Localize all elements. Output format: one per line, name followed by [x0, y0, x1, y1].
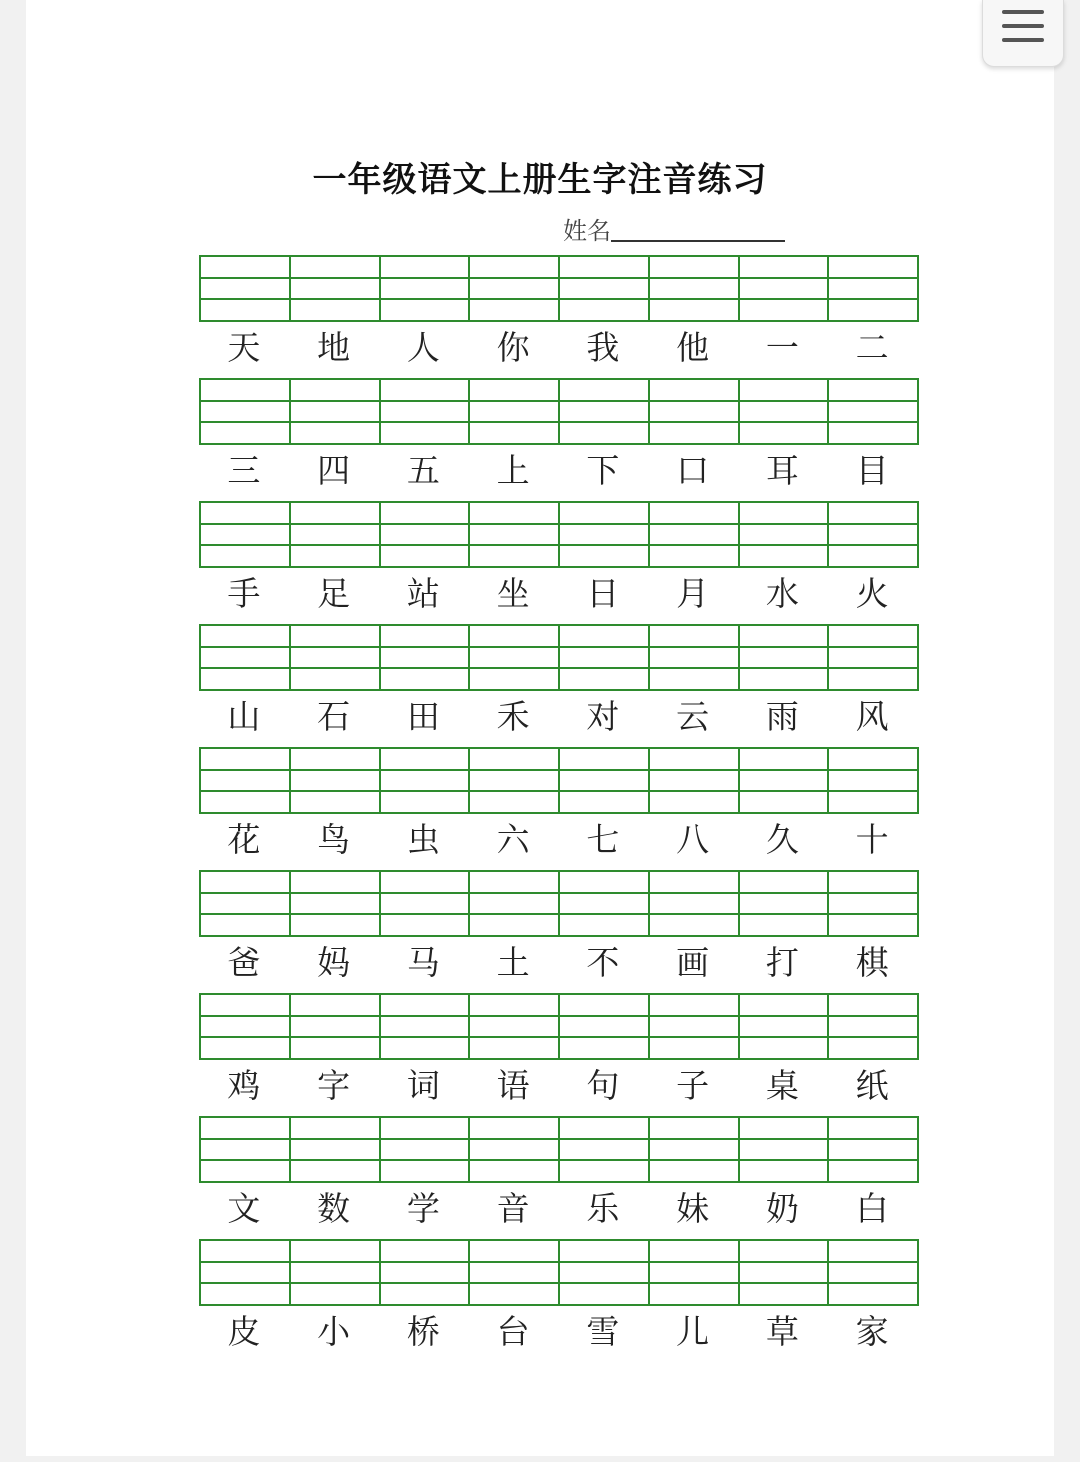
pinyin-writing-cell[interactable]: [650, 1116, 740, 1183]
pinyin-writing-cell[interactable]: [740, 1239, 830, 1306]
pinyin-writing-cell[interactable]: [560, 255, 650, 322]
chinese-character: 我: [586, 328, 620, 367]
chinese-character: 七: [586, 820, 620, 859]
pinyin-writing-cell[interactable]: [829, 1116, 919, 1183]
pinyin-writing-cell[interactable]: [470, 624, 560, 691]
pinyin-writing-cell[interactable]: [291, 378, 381, 445]
chinese-character: 儿: [676, 1312, 710, 1351]
chinese-character: 地: [317, 328, 351, 367]
chinese-character: 棋: [855, 943, 889, 982]
pinyin-writing-cell[interactable]: [650, 993, 740, 1060]
chinese-character: 上: [496, 451, 530, 490]
chinese-character: 桌: [765, 1066, 799, 1105]
chinese-character: 画: [676, 943, 710, 982]
chinese-character: 云: [676, 697, 710, 736]
pinyin-writing-cell[interactable]: [740, 993, 830, 1060]
pinyin-writing-cell[interactable]: [201, 870, 291, 937]
pinyin-writing-cell[interactable]: [291, 1116, 381, 1183]
pinyin-writing-cell[interactable]: [201, 1116, 291, 1183]
chinese-character: 你: [496, 328, 530, 367]
chinese-character: 一: [765, 328, 799, 367]
chinese-character: 妈: [317, 943, 351, 982]
pinyin-grid-row: [199, 255, 919, 322]
pinyin-writing-cell[interactable]: [829, 747, 919, 814]
chinese-character: 语: [496, 1066, 530, 1105]
pinyin-writing-cell[interactable]: [740, 255, 830, 322]
character-row: [199, 941, 917, 985]
pinyin-writing-cell[interactable]: [740, 378, 830, 445]
pinyin-writing-cell[interactable]: [381, 378, 471, 445]
chinese-character: 音: [496, 1189, 530, 1228]
name-blank-line[interactable]: [611, 210, 785, 242]
chinese-character: 田: [406, 697, 440, 736]
pinyin-grid-row: [199, 1239, 919, 1306]
pinyin-writing-cell[interactable]: [201, 993, 291, 1060]
chinese-character: 字: [317, 1066, 351, 1105]
chinese-character: 雨: [765, 697, 799, 736]
chinese-character: 子: [676, 1066, 710, 1105]
pinyin-writing-cell[interactable]: [470, 1116, 560, 1183]
pinyin-writing-cell[interactable]: [381, 993, 471, 1060]
chinese-character: 下: [586, 451, 620, 490]
chinese-character: 他: [676, 328, 710, 367]
pinyin-writing-cell[interactable]: [381, 255, 471, 322]
chinese-character: 足: [317, 574, 351, 613]
menu-button[interactable]: [982, 0, 1064, 67]
pinyin-writing-cell[interactable]: [560, 378, 650, 445]
pinyin-writing-cell[interactable]: [650, 378, 740, 445]
chinese-character: 人: [406, 328, 440, 367]
pinyin-writing-cell[interactable]: [381, 501, 471, 568]
pinyin-writing-cell[interactable]: [291, 870, 381, 937]
pinyin-writing-cell[interactable]: [201, 255, 291, 322]
chinese-character: 台: [496, 1312, 530, 1351]
chinese-character: 桥: [406, 1312, 440, 1351]
chinese-character: 水: [765, 574, 799, 613]
pinyin-writing-cell[interactable]: [740, 624, 830, 691]
worksheet-title: 一年级语文上册生字注音练习: [312, 160, 768, 200]
character-row: [199, 326, 917, 370]
pinyin-grid-row: [199, 993, 919, 1060]
character-row: [199, 1064, 917, 1108]
pinyin-writing-cell[interactable]: [291, 501, 381, 568]
pinyin-writing-cell[interactable]: [740, 870, 830, 937]
pinyin-grid-row: [199, 1116, 919, 1183]
pinyin-writing-cell[interactable]: [381, 1116, 471, 1183]
pinyin-writing-cell[interactable]: [470, 501, 560, 568]
chinese-character: 十: [855, 820, 889, 859]
chinese-character: 鸟: [317, 820, 351, 859]
pinyin-writing-cell[interactable]: [470, 378, 560, 445]
chinese-character: 手: [227, 574, 261, 613]
chinese-character: 奶: [765, 1189, 799, 1228]
chinese-character: 月: [676, 574, 710, 613]
chinese-character: 虫: [406, 820, 440, 859]
chinese-character: 火: [855, 574, 889, 613]
chinese-character: 土: [496, 943, 530, 982]
pinyin-writing-cell[interactable]: [291, 993, 381, 1060]
chinese-character: 打: [765, 943, 799, 982]
chinese-character: 八: [676, 820, 710, 859]
pinyin-writing-cell[interactable]: [829, 993, 919, 1060]
pinyin-writing-cell[interactable]: [650, 1239, 740, 1306]
pinyin-writing-cell[interactable]: [560, 1116, 650, 1183]
chinese-character: 久: [765, 820, 799, 859]
chinese-character: 雪: [586, 1312, 620, 1351]
pinyin-writing-cell[interactable]: [201, 624, 291, 691]
chinese-character: 马: [406, 943, 440, 982]
pinyin-grid-row: [199, 870, 919, 937]
pinyin-grid-row: [199, 624, 919, 691]
pinyin-writing-cell[interactable]: [829, 255, 919, 322]
chinese-character: 文: [227, 1189, 261, 1228]
chinese-character: 五: [406, 451, 440, 490]
pinyin-writing-cell[interactable]: [381, 870, 471, 937]
chinese-character: 妹: [676, 1189, 710, 1228]
pinyin-writing-cell[interactable]: [381, 1239, 471, 1306]
chinese-character: 句: [586, 1066, 620, 1105]
pinyin-grid-row: [199, 501, 919, 568]
pinyin-writing-cell[interactable]: [650, 255, 740, 322]
chinese-character: 日: [586, 574, 620, 613]
character-row: [199, 449, 917, 493]
chinese-character: 耳: [765, 451, 799, 490]
chinese-character: 小: [317, 1312, 351, 1351]
pinyin-writing-cell[interactable]: [829, 378, 919, 445]
pinyin-writing-cell[interactable]: [560, 747, 650, 814]
pinyin-writing-cell[interactable]: [470, 255, 560, 322]
pinyin-writing-cell[interactable]: [829, 501, 919, 568]
chinese-character: 口: [676, 451, 710, 490]
chinese-character: 纸: [855, 1066, 889, 1105]
chinese-character: 风: [855, 697, 889, 736]
character-row: [199, 818, 917, 862]
pinyin-writing-cell[interactable]: [829, 1239, 919, 1306]
pinyin-grid-row: [199, 378, 919, 445]
pinyin-writing-cell[interactable]: [201, 501, 291, 568]
chinese-character: 家: [855, 1312, 889, 1351]
pinyin-writing-cell[interactable]: [291, 747, 381, 814]
chinese-character: 皮: [227, 1312, 261, 1351]
chinese-character: 词: [406, 1066, 440, 1105]
pinyin-writing-cell[interactable]: [560, 624, 650, 691]
pinyin-writing-cell[interactable]: [470, 993, 560, 1060]
character-row: [199, 572, 917, 616]
pinyin-writing-cell[interactable]: [560, 1239, 650, 1306]
name-label: 姓名: [563, 217, 611, 245]
pinyin-writing-cell[interactable]: [560, 501, 650, 568]
chinese-character: 目: [855, 451, 889, 490]
chinese-character: 石: [317, 697, 351, 736]
chinese-character: 乐: [586, 1189, 620, 1228]
pinyin-writing-cell[interactable]: [201, 747, 291, 814]
pinyin-writing-cell[interactable]: [201, 1239, 291, 1306]
chinese-character: 数: [317, 1189, 351, 1228]
character-row: [199, 1310, 917, 1354]
chinese-character: 禾: [496, 697, 530, 736]
chinese-character: 二: [855, 328, 889, 367]
chinese-character: 爸: [227, 943, 261, 982]
chinese-character: 站: [406, 574, 440, 613]
pinyin-writing-cell[interactable]: [650, 624, 740, 691]
name-field: [563, 210, 785, 246]
pinyin-writing-cell[interactable]: [381, 624, 471, 691]
pinyin-writing-cell[interactable]: [740, 1116, 830, 1183]
chinese-character: 学: [406, 1189, 440, 1228]
pinyin-writing-cell[interactable]: [829, 870, 919, 937]
pinyin-writing-cell[interactable]: [650, 501, 740, 568]
pinyin-writing-cell[interactable]: [829, 624, 919, 691]
chinese-character: 三: [227, 451, 261, 490]
pinyin-writing-cell[interactable]: [560, 993, 650, 1060]
pinyin-writing-cell[interactable]: [201, 378, 291, 445]
pinyin-writing-cell[interactable]: [381, 747, 471, 814]
chinese-character: 坐: [496, 574, 530, 613]
chinese-character: 对: [586, 697, 620, 736]
pinyin-writing-cell[interactable]: [740, 501, 830, 568]
pinyin-writing-cell[interactable]: [291, 624, 381, 691]
pinyin-writing-cell[interactable]: [650, 747, 740, 814]
pinyin-writing-cell[interactable]: [650, 870, 740, 937]
pinyin-writing-cell[interactable]: [470, 1239, 560, 1306]
pinyin-writing-cell[interactable]: [291, 1239, 381, 1306]
chinese-character: 六: [496, 820, 530, 859]
pinyin-writing-cell[interactable]: [740, 747, 830, 814]
pinyin-writing-cell[interactable]: [470, 747, 560, 814]
chinese-character: 山: [227, 697, 261, 736]
pinyin-writing-cell[interactable]: [560, 870, 650, 937]
pinyin-grid-row: [199, 747, 919, 814]
chinese-character: 天: [227, 328, 261, 367]
chinese-character: 白: [855, 1189, 889, 1228]
pinyin-writing-cell[interactable]: [291, 255, 381, 322]
chinese-character: 草: [765, 1312, 799, 1351]
chinese-character: 鸡: [227, 1066, 261, 1105]
chinese-character: 花: [227, 820, 261, 859]
chinese-character: 四: [317, 451, 351, 490]
character-row: [199, 695, 917, 739]
chinese-character: 不: [586, 943, 620, 982]
pinyin-writing-cell[interactable]: [470, 870, 560, 937]
character-row: [199, 1187, 917, 1231]
